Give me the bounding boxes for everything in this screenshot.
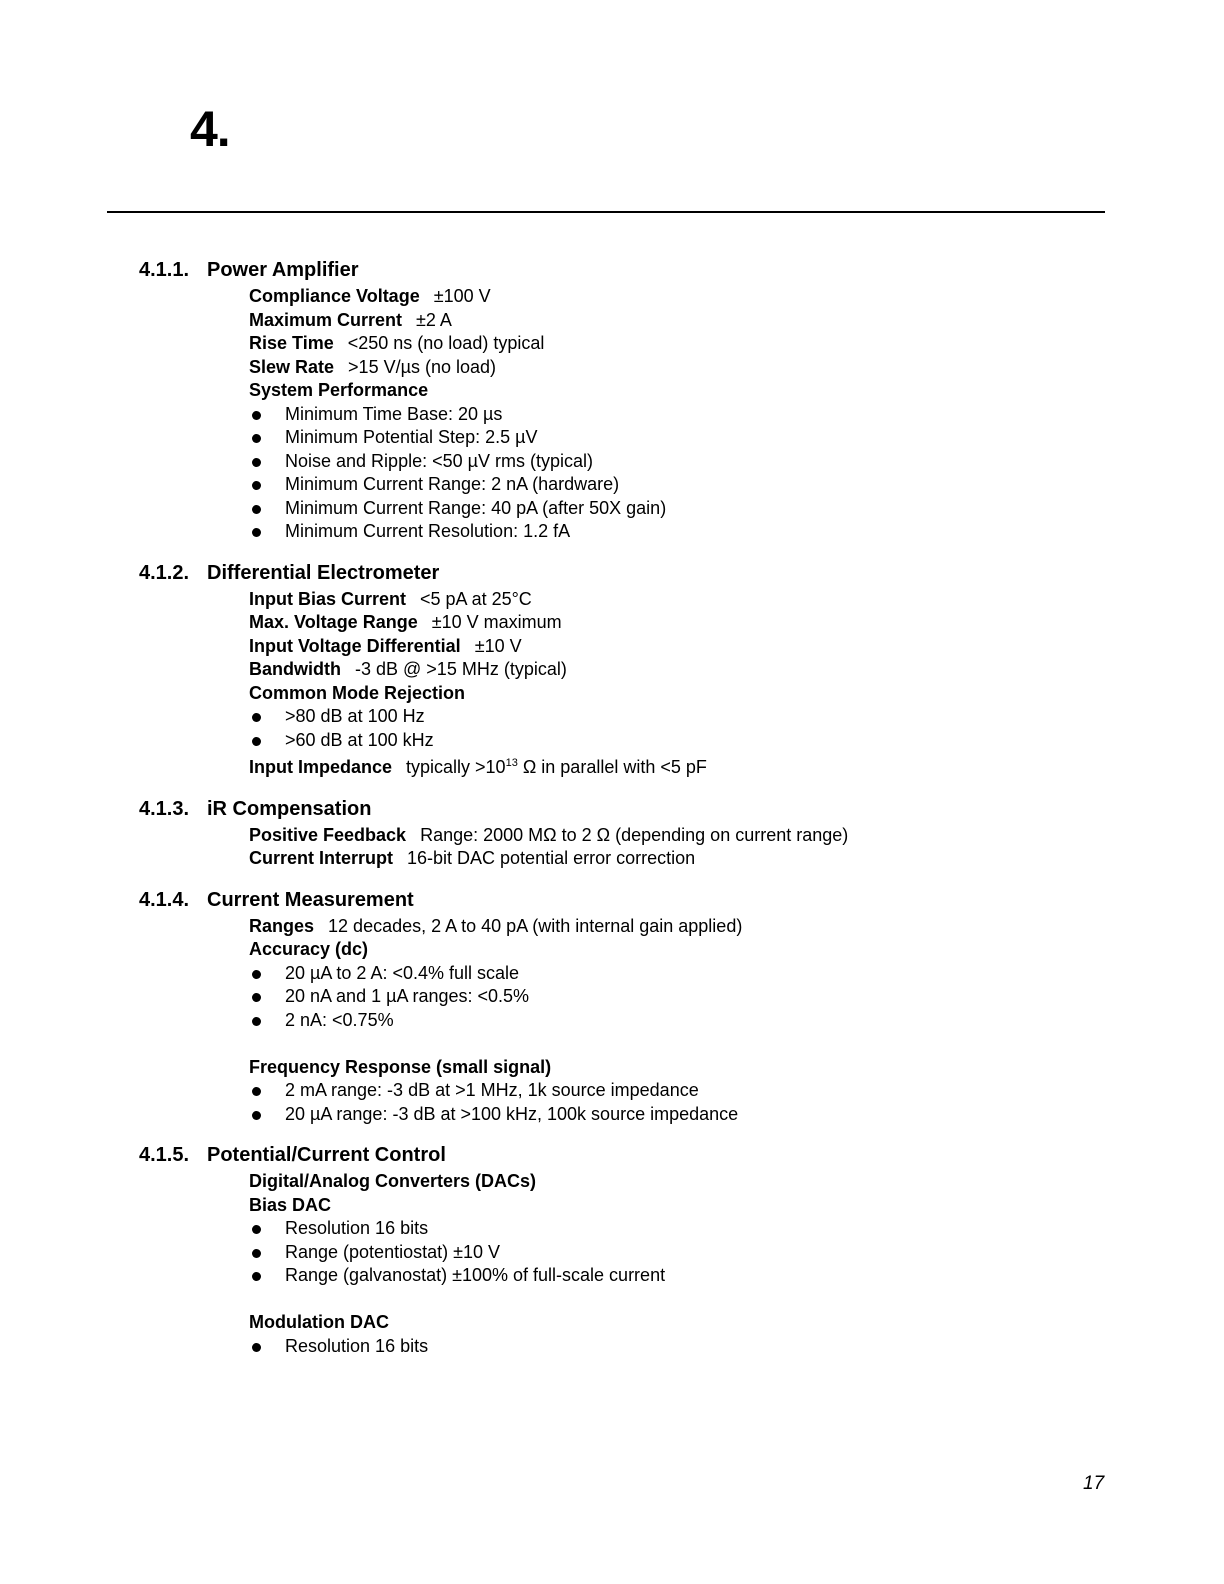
section-title: Potential/Current Control bbox=[207, 1144, 446, 1166]
section-differential-electrometer bbox=[139, 559, 1099, 780]
section-number: 4.1.4. bbox=[139, 888, 190, 911]
bullet-item: 20 µA range: -3 dB at >100 kHz, 100k source impedance bbox=[249, 1103, 1099, 1127]
spec-row bbox=[249, 309, 1099, 333]
section-title: iR Compensation bbox=[207, 797, 372, 820]
spec-label: Slew Rate bbox=[249, 356, 335, 377]
spec-value: 12 decades, 2 A to 40 pA (with internal gain applied) bbox=[328, 915, 743, 936]
spec-value: ±10 V maximum bbox=[431, 612, 562, 632]
bullet-item: 2 nA: <0.75% bbox=[249, 1009, 1099, 1033]
spec-label: Ranges bbox=[249, 915, 315, 936]
section-body bbox=[139, 285, 1099, 544]
spec-row bbox=[249, 847, 1099, 871]
spec-value: ±2 A bbox=[416, 309, 452, 330]
section-potential-current-control bbox=[139, 1141, 1099, 1358]
bullet-item: Minimum Current Range: 2 nA (hardware) bbox=[249, 473, 1099, 497]
bullet-item: Minimum Time Base: 20 µs bbox=[249, 403, 1099, 427]
spec-label: Input Impedance bbox=[249, 757, 393, 777]
bullet-item: >60 dB at 100 kHz bbox=[249, 729, 1099, 753]
bullet-item: Minimum Current Resolution: 1.2 fA bbox=[249, 520, 1099, 544]
spec-value: ±10 V bbox=[474, 635, 522, 656]
bullet-item: Range (potentiostat) ±10 V bbox=[249, 1241, 1099, 1265]
section-power-amplifier bbox=[139, 256, 1099, 544]
bullet-item: 20 µA to 2 A: <0.4% full scale bbox=[249, 962, 1099, 986]
section-title: Power Amplifier bbox=[207, 259, 359, 281]
header-rule bbox=[107, 211, 1105, 213]
spec-row bbox=[249, 915, 1099, 939]
chapter-number: 4. bbox=[190, 101, 230, 157]
spec-label: Input Bias Current bbox=[249, 588, 407, 609]
bullet-item: 20 nA and 1 µA ranges: <0.5% bbox=[249, 985, 1099, 1009]
bullet-item: Resolution 16 bits bbox=[249, 1217, 1099, 1241]
spec-label: Bandwidth bbox=[249, 659, 341, 679]
spec-row bbox=[249, 332, 1099, 356]
spec-row bbox=[249, 752, 1099, 780]
section-number: 4.1.3. bbox=[139, 797, 190, 820]
bullet-item: Noise and Ripple: <50 µV rms (typical) bbox=[249, 450, 1099, 474]
subheading: Accuracy (dc) bbox=[249, 939, 369, 959]
section-heading bbox=[139, 795, 1099, 824]
page-number: 17 bbox=[1083, 1473, 1105, 1494]
spec-value: 16-bit DAC potential error correction bbox=[407, 848, 696, 868]
section-heading bbox=[139, 1141, 1099, 1170]
spec-label: Positive Feedback bbox=[249, 824, 407, 845]
subheading: Bias DAC bbox=[249, 1194, 332, 1215]
spec-label: Input Voltage Differential bbox=[249, 635, 461, 656]
section-body bbox=[139, 588, 1099, 780]
bullet-item: Minimum Current Range: 40 pA (after 50X gain) bbox=[249, 497, 1099, 521]
section-body bbox=[139, 824, 1099, 871]
section-title: Current Measurement bbox=[207, 888, 414, 911]
subheading: System Performance bbox=[249, 380, 429, 400]
section-body bbox=[139, 1170, 1099, 1358]
spec-row bbox=[249, 611, 1099, 635]
spec-label: Max. Voltage Range bbox=[249, 612, 418, 632]
spec-label: Compliance Voltage bbox=[249, 286, 420, 306]
spec-row bbox=[249, 588, 1099, 612]
section-body bbox=[139, 915, 1099, 1127]
section-heading bbox=[139, 886, 1099, 915]
spec-label: Maximum Current bbox=[249, 309, 403, 330]
spec-label: Rise Time bbox=[249, 333, 334, 353]
section-number: 4.1.2. bbox=[139, 561, 190, 584]
spec-row bbox=[249, 658, 1099, 682]
section-current-measurement bbox=[139, 886, 1099, 1127]
section-heading bbox=[139, 559, 1099, 588]
spec-content bbox=[139, 256, 1099, 1358]
bullet-item: Minimum Potential Step: 2.5 µV bbox=[249, 426, 1099, 450]
spec-label: Current Interrupt bbox=[249, 848, 393, 868]
spec-row bbox=[249, 356, 1099, 380]
subheading: Digital/Analog Converters (DACs) bbox=[249, 1171, 537, 1191]
spec-row bbox=[249, 635, 1099, 659]
bullet-item: 2 mA range: -3 dB at >1 MHz, 1k source impedance bbox=[249, 1079, 1099, 1103]
section-ir-compensation bbox=[139, 795, 1099, 871]
subheading: Common Mode Rejection bbox=[249, 682, 466, 703]
value-text: Ω in parallel with <5 pF bbox=[517, 757, 707, 777]
section-title: Differential Electrometer bbox=[207, 561, 440, 584]
spec-value: <250 ns (no load) typical bbox=[347, 333, 545, 353]
section-number: 4.1.1. bbox=[139, 259, 190, 281]
spec-value: >15 V/µs (no load) bbox=[348, 356, 497, 377]
section-number: 4.1.5. bbox=[139, 1144, 190, 1166]
spec-value: ±100 V bbox=[433, 286, 491, 306]
value-text: typically >10 bbox=[406, 757, 506, 777]
spec-row bbox=[249, 824, 1099, 848]
bullet-item: >80 dB at 100 Hz bbox=[249, 705, 1099, 729]
spec-value: <5 pA at 25°C bbox=[420, 588, 532, 609]
spec-row bbox=[249, 285, 1099, 309]
bullet-item: Resolution 16 bits bbox=[249, 1335, 1099, 1359]
exponent: 13 bbox=[505, 757, 518, 769]
spec-value: -3 dB @ >15 MHz (typical) bbox=[355, 659, 567, 679]
section-heading bbox=[139, 256, 1099, 285]
subheading: Modulation DAC bbox=[249, 1312, 389, 1332]
bullet-item: Range (galvanostat) ±100% of full-scale current bbox=[249, 1264, 1099, 1288]
spec-value: Range: 2000 MΩ to 2 Ω (depending on current range) bbox=[420, 824, 849, 845]
spec-value bbox=[406, 757, 707, 777]
subheading: Frequency Response (small signal) bbox=[249, 1056, 552, 1077]
